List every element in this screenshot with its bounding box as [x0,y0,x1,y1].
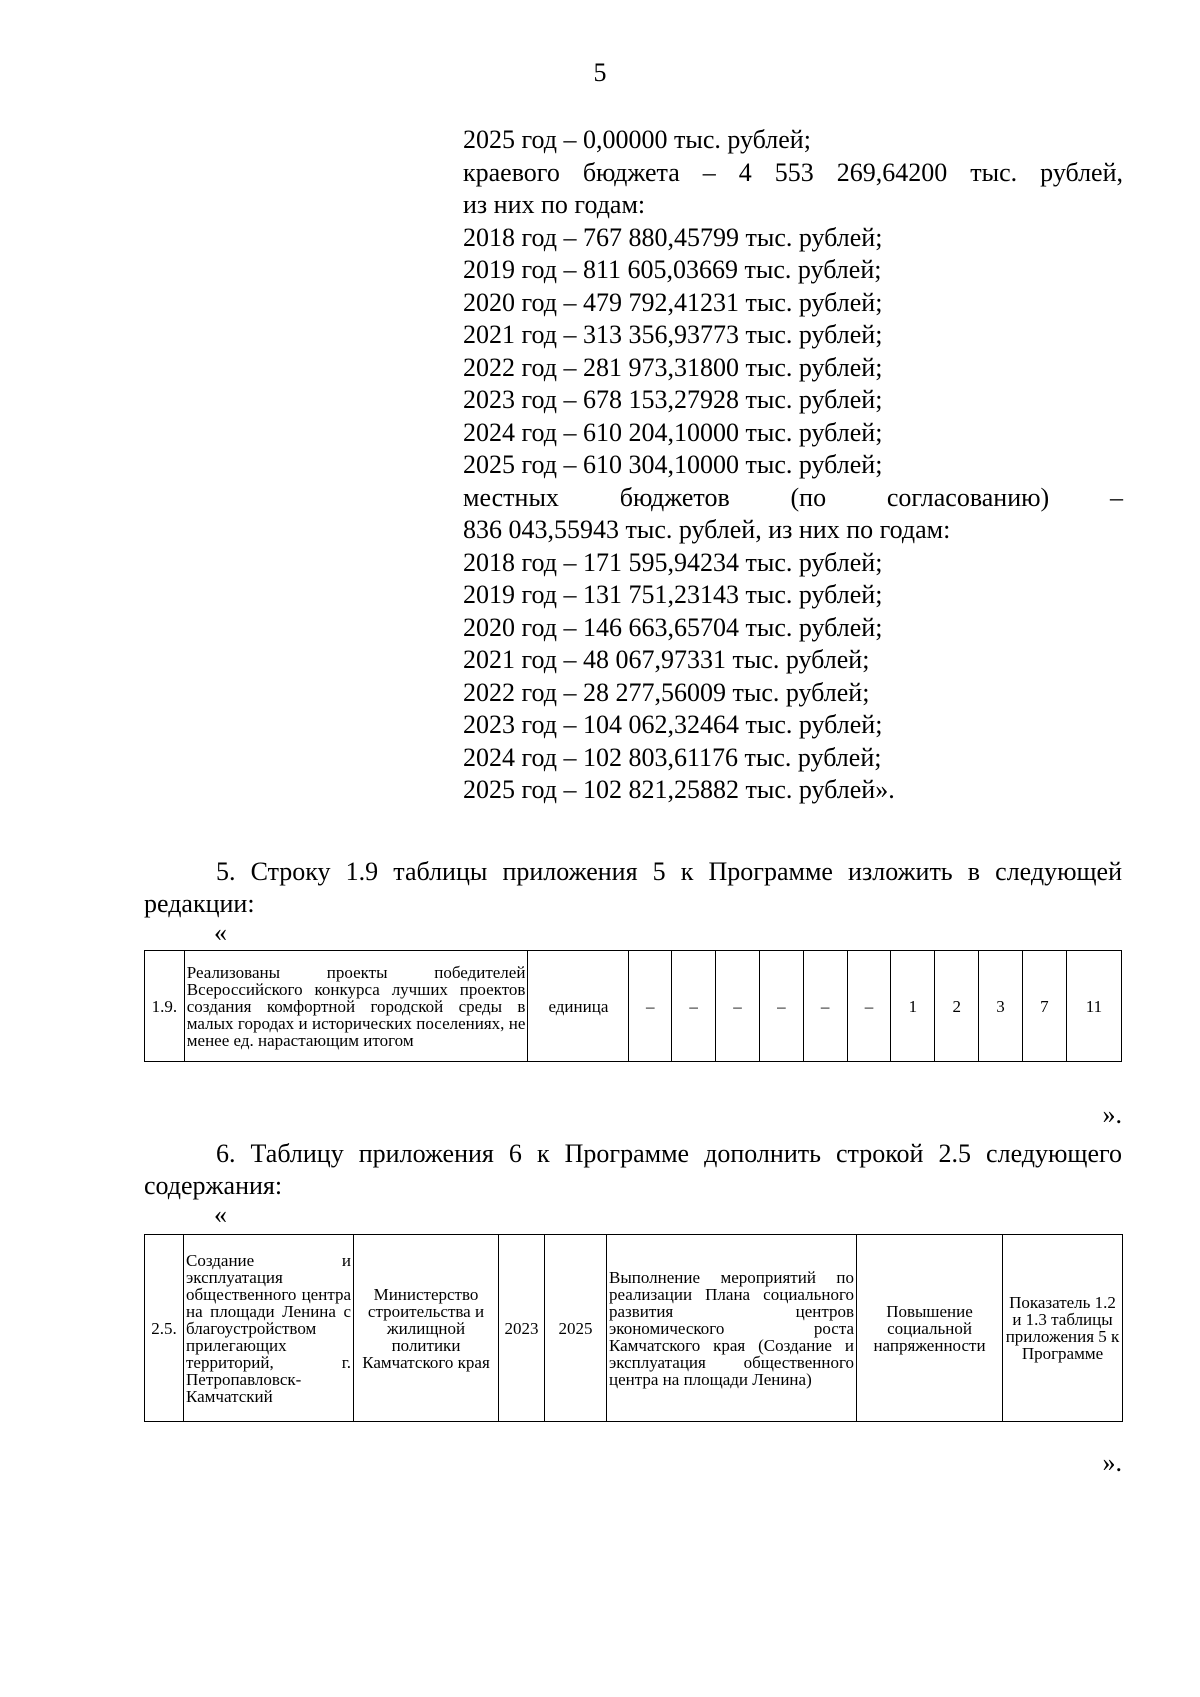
row-value-cell: 1 [891,951,935,1062]
item6-close-quote: ». [1102,1448,1122,1477]
row-end-year-cell: 2025 [545,1235,607,1422]
row-number-cell: 1.9. [145,951,185,1062]
row-value-cell: – [629,951,672,1062]
row-value-cell: – [759,951,803,1062]
regional-year-line: 2022 год – 281 973,31800 тыс. рублей; [463,352,883,382]
local-year-line: 2019 год – 131 751,23143 тыс. рублей; [463,580,883,609]
regional-year-line: 2019 год – 811 605,03669 тыс. рублей; [463,255,882,284]
table-row [145,1235,1123,1422]
item6-text: 6. Таблицу приложения 6 к Программе дополнить строкой 2.5 следующего содержания: [144,1139,1122,1200]
item5-paragraph [144,856,1122,920]
item6-table [144,1234,1123,1422]
local-year-line: 2025 год – 102 821,25882 тыс. рублей». [463,775,895,804]
local-year-line: 2023 год – 104 062,32464 тыс. рублей; [463,710,883,739]
row-value-cell: – [672,951,716,1062]
regional-budget-line: краевого бюджета – 4 553 269,64200 тыс. рублей, [463,157,1123,187]
row-value-cell: – [803,951,847,1062]
regional-year-line: 2023 год – 678 153,27928 тыс. рублей; [463,385,883,414]
item5-close-quote: ». [1102,1100,1122,1129]
regional-by-years-label: из них по годам: [463,190,646,219]
page-number: 5 [593,58,607,87]
row-consequence-cell: Повышение социальной напряженности [857,1235,1003,1422]
local-year-line: 2022 год – 28 277,56009 тыс. рублей; [463,677,870,707]
funding-block [463,124,1123,807]
regional-year-line: 2018 год – 767 880,45799 тыс. рублей; [463,222,883,252]
row-value-cell: – [847,951,891,1062]
row-description-cell: Реализованы проекты победителей Всероссийского конкурса лучших проектов создания комфортной городской среды в малых городах и исторических поселениях, не менее ед. нарастающим итогом [184,951,528,1062]
regional-year-line: 2020 год – 479 792,41231 тыс. рублей; [463,287,883,317]
local-budget-line: местных бюджетов (по согласованию) – [463,482,1123,512]
item5-table [144,950,1122,1062]
funding-line: 2025 год – 0,00000 тыс. рублей; [463,125,811,154]
row-value-cell: 3 [979,951,1023,1062]
row-result-cell: Выполнение мероприятий по реализации Плана социального развития центров экономического роста Камчатского края (Создание и эксплуатация общественного центра на площади Ленина) [607,1235,857,1422]
regional-year-line: 2025 год – 610 304,10000 тыс. рублей; [463,450,883,479]
regional-year-line: 2024 год – 610 204,10000 тыс. рублей; [463,417,883,447]
row-start-year-cell: 2023 [499,1235,545,1422]
table-row [145,951,1122,1062]
local-year-line: 2020 год – 146 663,65704 тыс. рублей; [463,612,883,642]
regional-year-line: 2021 год – 313 356,93773 тыс. рублей; [463,320,883,349]
item5-open-quote: « [214,918,227,947]
row-executor-cell: Министерство строительства и жилищной политики Камчатского края [354,1235,499,1422]
row-number-cell: 2.5. [145,1235,184,1422]
row-value-cell: 11 [1066,951,1121,1062]
row-indicator-cell: Показатель 1.2 и 1.3 таблицы приложения 5 к Программе [1003,1235,1123,1422]
row-value-cell: 7 [1022,951,1066,1062]
local-year-line: 2024 год – 102 803,61176 тыс. рублей; [463,742,882,772]
row-value-cell: – [716,951,760,1062]
row-name-cell: Создание и эксплуатация общественного центра на площади Ленина с благоустройством прилегающих территорий, г. Петропавловск-Камчатский [184,1235,354,1422]
local-year-line: 2018 год – 171 595,94234 тыс. рублей; [463,547,883,577]
item6-open-quote: « [214,1200,227,1229]
item6-paragraph [144,1138,1122,1202]
item5-text: 5. Строку 1.9 таблицы приложения 5 к Программе изложить в следующей редакции: [144,857,1122,918]
row-value-cell: 2 [935,951,979,1062]
local-year-line: 2021 год – 48 067,97331 тыс. рублей; [463,645,870,674]
row-unit-cell: единица [528,951,629,1062]
local-total-line: 836 043,55943 тыс. рублей, из них по годам: [463,515,951,544]
